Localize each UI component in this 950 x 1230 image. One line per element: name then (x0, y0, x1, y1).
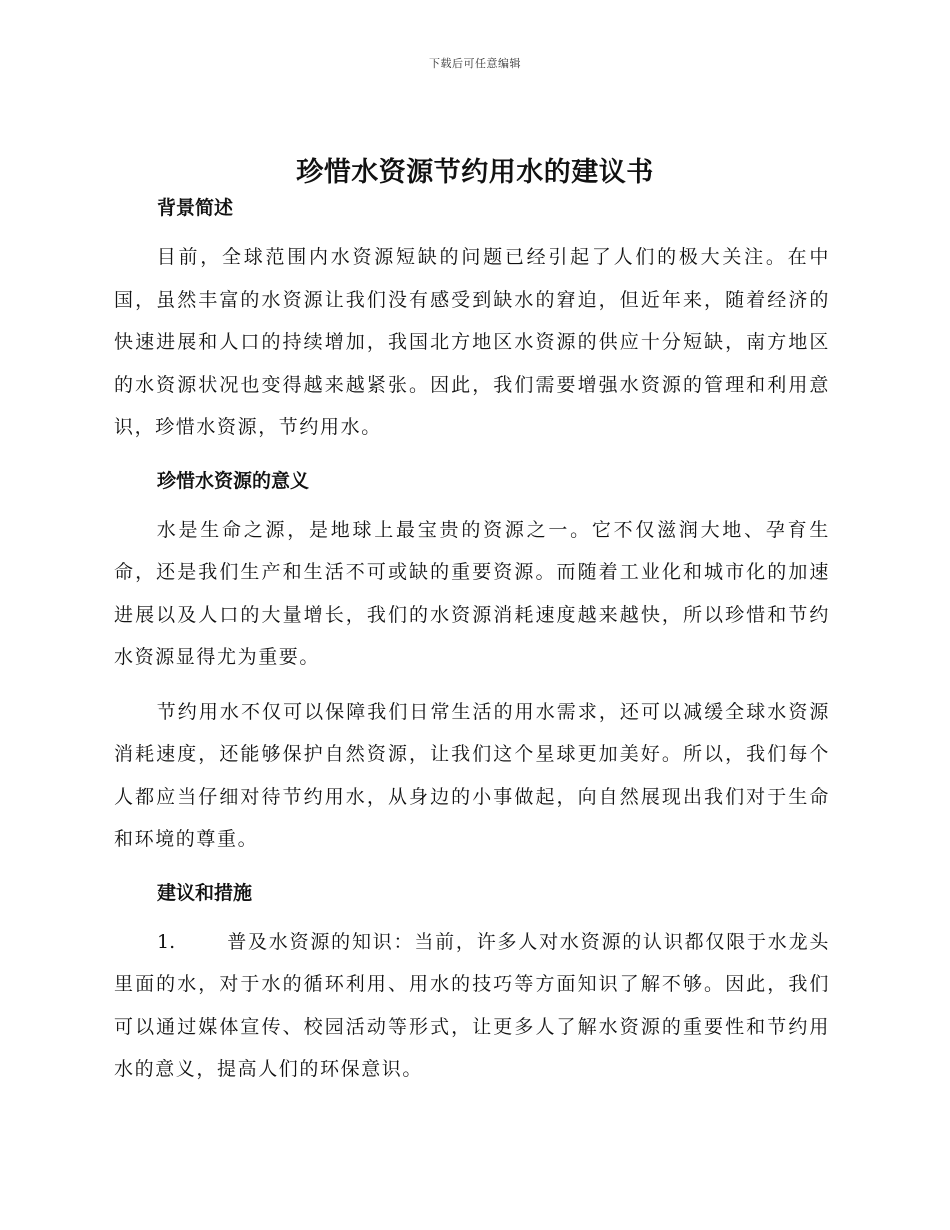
paragraph: 节约用水不仅可以保障我们日常生活的用水需求，还可以减缓全球水资源消耗速度，还能够保护自然资源，让我们这个星球更加美好。所以，我们每个人都应当仔细对待节约用水，从身边的小事做起，向自然展现出我们对于生命和环境的尊重。 (114, 700, 830, 850)
list-item-text: 普及水资源的知识：当前，许多人对水资源的认识都仅限于水龙头里面的水，对于水的循环利用、用水的技巧等方面知识了解不够。因此，我们可以通过媒体宣传、校园活动等形式，让更多人了解水资源的重要性和节约用水的意义，提高人们的环保意识。 (114, 930, 830, 1080)
section-significance (114, 461, 830, 873)
document-body (114, 188, 830, 1091)
section-suggestions (114, 873, 830, 1091)
list-item-number: 1. (157, 930, 176, 953)
paragraph: 目前，全球范围内水资源短缺的问题已经引起了人们的极大关注。在中国，虽然丰富的水资源让我们没有感受到缺水的窘迫，但近年来，随着经济的快速进展和人口的持续增加，我国北方地区水资源的供应十分短缺，南方地区的水资源状况也变得越来越紧张。因此，我们需要增强水资源的管理和利用意识，珍惜水资源，节约用水。 (114, 246, 830, 438)
section-heading: 背景简述 (157, 197, 234, 219)
list-item (114, 921, 830, 1091)
section-heading: 珍惜水资源的意义 (157, 469, 310, 492)
paragraph: 水是生命之源，是地球上最宝贵的资源之一。它不仅滋润大地、孕育生命，还是我们生产和生活不可或缺的重要资源。而随着工业化和城市化的加速进展以及人口的大量增长，我们的水资源消耗速度越来越快，所以珍惜和节约水资源显得尤为重要。 (114, 518, 830, 668)
section-background (114, 188, 830, 461)
document-title: 珍惜水资源节约用水的建议书 (296, 157, 654, 188)
section-heading: 建议和措施 (157, 881, 253, 904)
header-note: 下载后可任意编辑 (429, 57, 521, 70)
